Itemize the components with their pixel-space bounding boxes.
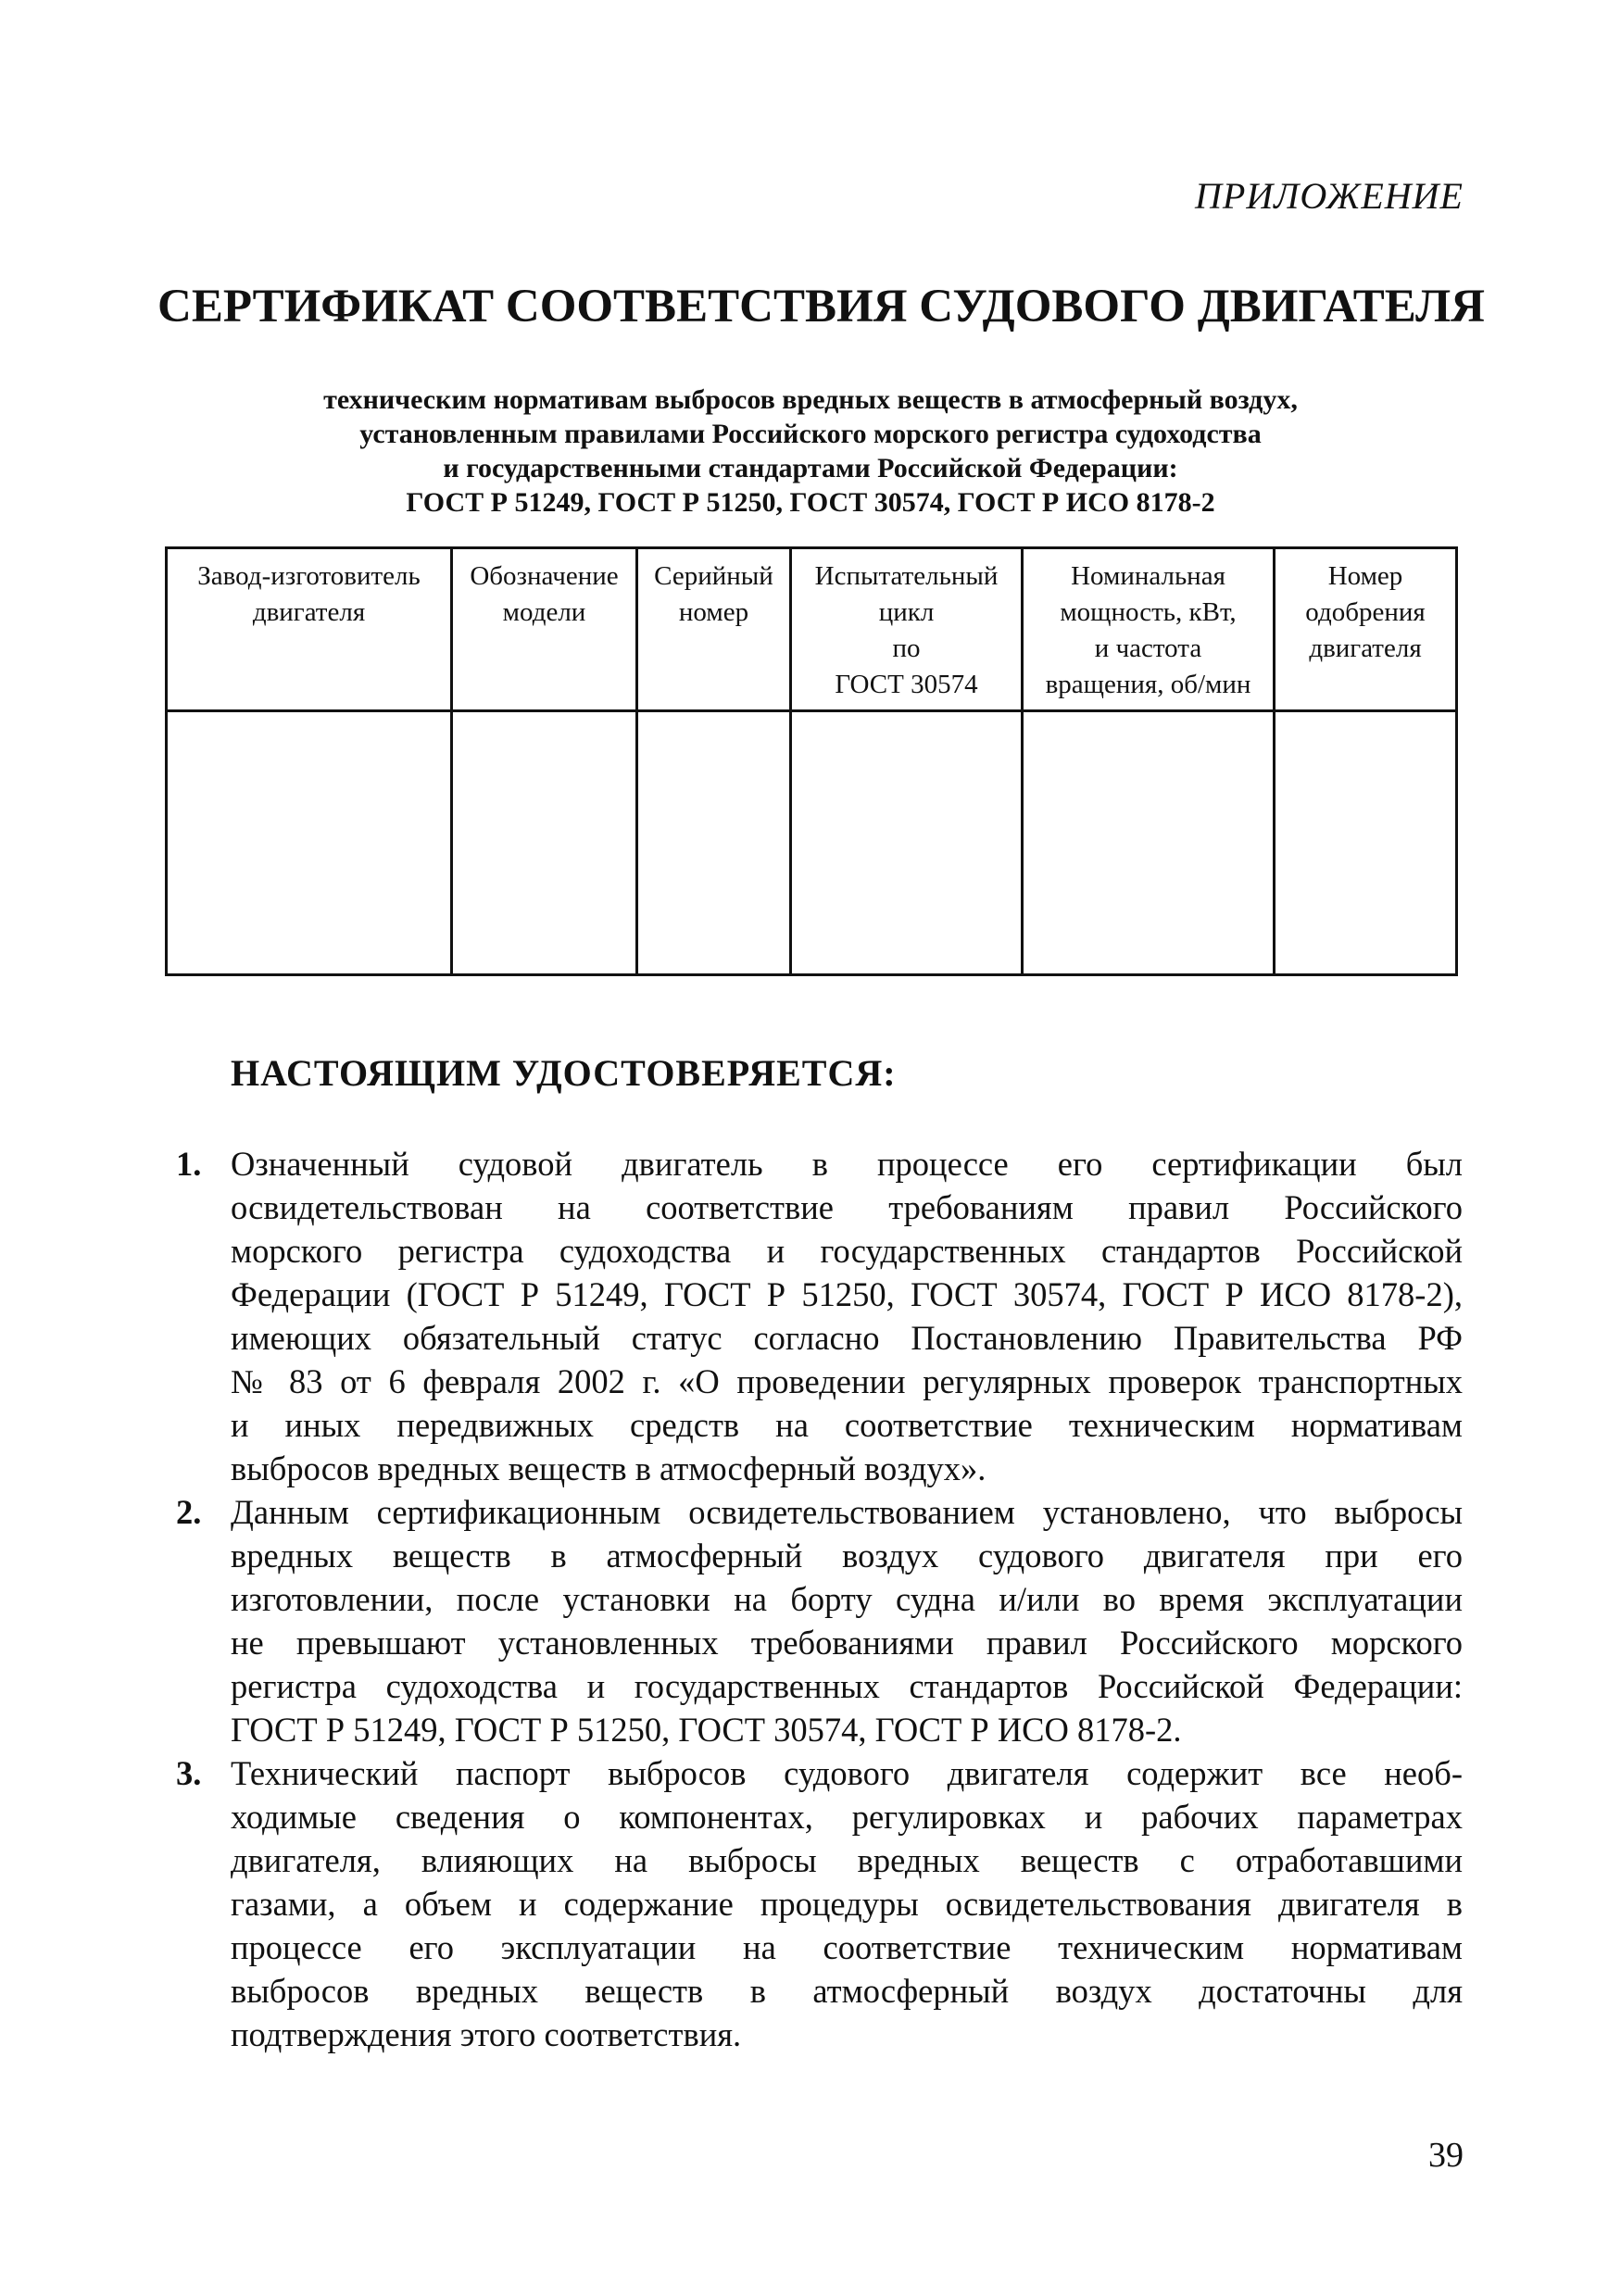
item-line: и иных передвижных средств на соответствие техническим нормативам: [231, 1406, 1463, 1444]
item-number: 1.: [176, 1145, 202, 1183]
item-line: подтверждения этого соответствия.: [231, 2015, 742, 2053]
subtitle-line: и государственными стандартами Российской Федерации:: [443, 453, 1178, 483]
section-heading: НАСТОЯЩИМ УДОСТОВЕРЯЕТСЯ:: [231, 1052, 897, 1094]
item-line: ГОСТ Р 51249, ГОСТ Р 51250, ГОСТ 30574, ГОСТ Р ИСО 8178-2.: [231, 1711, 1182, 1749]
column-header-test-cycle: [791, 548, 1023, 711]
subtitle-line: ГОСТ Р 51249, ГОСТ Р 51250, ГОСТ 30574, ГОСТ Р ИСО 8178-2: [406, 487, 1215, 518]
column-header-manufacturer: [167, 548, 452, 711]
table-cell: [1275, 711, 1457, 975]
header-line: Обозначение: [470, 561, 619, 591]
item-line: изготовлении, после установки на борту судна и/или во время эксплуатации: [231, 1580, 1463, 1618]
header-line: двигателя: [1309, 634, 1422, 663]
item-line: газами, а объем и содержание процедуры освидетельствования двигателя в: [231, 1885, 1463, 1923]
column-header-rated-power: [1023, 548, 1275, 711]
item-line: процессе его эксплуатации на соответствие техническим нормативам: [231, 1928, 1463, 1966]
table-cell: [1023, 711, 1275, 975]
list-item: [176, 1142, 1463, 1490]
header-line: по: [892, 634, 921, 663]
header-line: цикл: [878, 597, 935, 627]
header-line: Завод-изготовитель: [197, 561, 421, 591]
item-line: выбросов вредных веществ в атмосферный воздух достаточны для: [231, 1972, 1463, 2010]
item-line: Федерации (ГОСТ Р 51249, ГОСТ Р 51250, ГОСТ 30574, ГОСТ Р ИСО 8178-2),: [231, 1275, 1463, 1313]
item-line: регистра судоходства и государственных стандартов Российской Федерации:: [231, 1667, 1463, 1705]
item-number: 2.: [176, 1493, 202, 1531]
item-line: Данным сертификационным освидетельствованием установлено, что выбросы: [231, 1493, 1463, 1531]
column-header-serial-number: [637, 548, 791, 711]
table-row: [167, 711, 1457, 975]
item-line: выбросов вредных веществ в атмосферный воздух».: [231, 1449, 986, 1487]
item-line: ходимые сведения о компонентах, регулировках и рабочих параметрах: [231, 1798, 1463, 1836]
subtitle-line: техническим нормативам выбросов вредных веществ в атмосферный воздух,: [323, 384, 1298, 415]
item-line: морского регистра судоходства и государственных стандартов Российской: [231, 1232, 1463, 1270]
header-line: одобрения: [1305, 597, 1426, 627]
engine-certificate-table: [165, 546, 1458, 976]
header-line: Испытательный: [814, 561, 999, 591]
column-header-model: [452, 548, 637, 711]
header-line: мощность, кВт,: [1060, 597, 1237, 627]
item-line: Технический паспорт выбросов судового двигателя содержит все необ-: [231, 1754, 1463, 1792]
item-line: вредных веществ в атмосферный воздух судового двигателя при его: [231, 1537, 1463, 1575]
header-line: модели: [502, 597, 586, 627]
table-cell: [791, 711, 1023, 975]
header-line: двигателя: [252, 597, 366, 627]
table-header-row: [167, 548, 1457, 711]
list-item: [176, 1751, 1463, 2056]
header-line: и частота: [1094, 634, 1202, 663]
column-header-approval-number: [1275, 548, 1457, 711]
header-line: Серийный: [654, 561, 773, 591]
item-line: не превышают установленных требованиями правил Российского морского: [231, 1624, 1463, 1662]
subtitle: [157, 383, 1464, 520]
item-line: освидетельствован на соответствие требованиям правил Российского: [231, 1188, 1463, 1226]
item-number: 3.: [176, 1754, 202, 1792]
table-cell: [637, 711, 791, 975]
item-line: Означенный судовой двигатель в процессе его сертификации был: [231, 1145, 1463, 1183]
appendix-label: ПРИЛОЖЕНИЕ: [1195, 175, 1464, 217]
item-line: имеющих обязательный статус согласно Постановлению Правительства РФ: [231, 1319, 1463, 1357]
certification-list: [176, 1142, 1463, 2056]
item-line: двигателя, влияющих на выбросы вредных веществ с отработавшими: [231, 1841, 1463, 1879]
table-cell: [167, 711, 452, 975]
list-item: [176, 1490, 1463, 1751]
page-number: 39: [1428, 2136, 1464, 2175]
page-title: СЕРТИФИКАТ СООТВЕТСТВИЯ СУДОВОГО ДВИГАТЕЛЯ: [157, 281, 1485, 332]
header-line: Номер: [1327, 561, 1403, 591]
header-line: номер: [678, 597, 749, 627]
header-line: Номинальная: [1071, 561, 1225, 591]
subtitle-line: установленным правилами Российского морского регистра судоходства: [359, 419, 1262, 449]
table-cell: [452, 711, 637, 975]
header-line: ГОСТ 30574: [835, 670, 978, 699]
item-line: № 83 от 6 февраля 2002 г. «О проведении регулярных проверок транспортных: [231, 1362, 1463, 1400]
header-line: вращения, об/мин: [1045, 670, 1251, 699]
